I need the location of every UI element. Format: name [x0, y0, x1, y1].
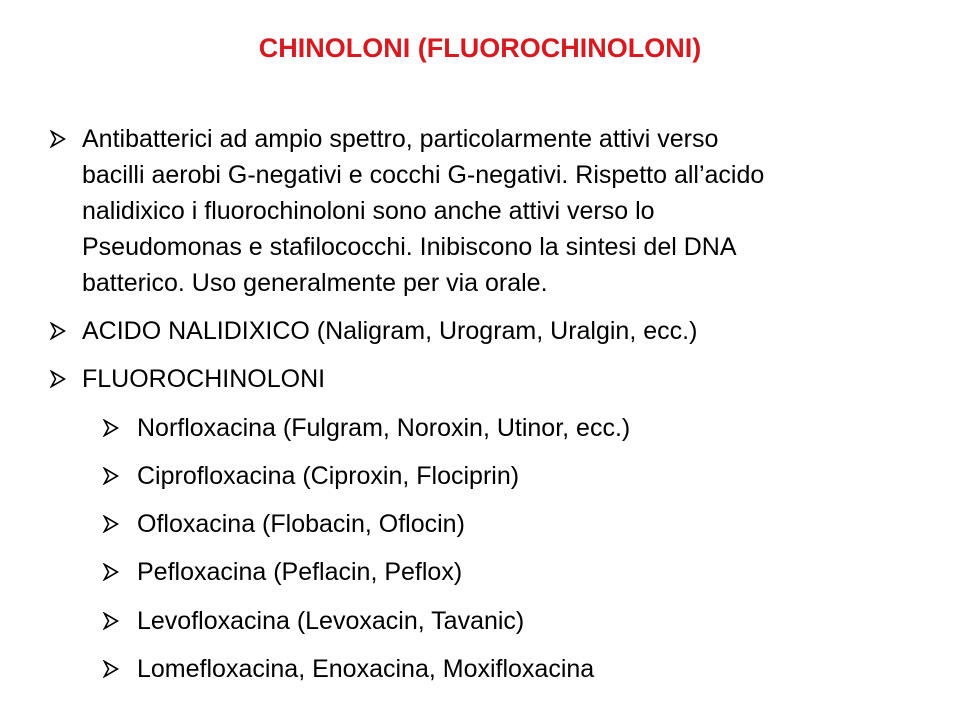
- sub-list-item-text: Lomefloxacina, Enoxacina, Moxifloxacina: [137, 655, 595, 683]
- sub-list-item-text: Norfloxacina (Fulgram, Noroxin, Utinor, ecc.): [137, 414, 631, 442]
- arrow-bullet-icon: [103, 506, 137, 542]
- sub-list-item: [103, 506, 923, 542]
- arrow-bullet-icon: [103, 458, 137, 494]
- list-item-text: Antibatterici ad ampio spettro, particolarmente attivi verso bacilli aerobi G-negativi e cocchi G-negativi. Rispetto all’acido nalidixico i fluorochinoloni sono anche attivi verso lo Pseudomonas e stafilococchi. Inibiscono la sintesi del DNA batterico. Uso generalmente per via orale.: [82, 125, 765, 297]
- sub-list-item-text: Ciprofloxacina (Ciproxin, Flociprin): [137, 462, 520, 490]
- arrow-bullet-icon: [103, 603, 137, 639]
- arrow-bullet-icon: [103, 554, 137, 590]
- sub-list-item: [103, 458, 923, 494]
- slide-title: CHINOLONI (FLUOROCHINOLONI): [258, 33, 702, 63]
- sub-list-item: [103, 603, 923, 639]
- list-item: [50, 313, 920, 349]
- arrow-bullet-icon: [103, 651, 137, 687]
- sub-list-item-text: Pefloxacina (Peflacin, Peflox): [137, 558, 463, 586]
- sub-list-item: [103, 410, 923, 446]
- list-item: [50, 361, 920, 397]
- sub-list-item: [103, 554, 923, 590]
- sub-list-item: [103, 651, 923, 687]
- arrow-bullet-icon: [50, 121, 82, 157]
- sub-list-item-text: Ofloxacina (Flobacin, Oflocin): [137, 510, 465, 538]
- list-item-text: ACIDO NALIDIXICO (Naligram, Urogram, Uralgin, ecc.): [82, 317, 698, 345]
- list-item-text: FLUOROCHINOLONI: [82, 365, 326, 393]
- list-item: [50, 121, 920, 301]
- arrow-bullet-icon: [103, 410, 137, 446]
- sub-list-item-text: Levofloxacina (Levoxacin, Tavanic): [137, 607, 525, 635]
- arrow-bullet-icon: [50, 313, 82, 349]
- arrow-bullet-icon: [50, 361, 82, 397]
